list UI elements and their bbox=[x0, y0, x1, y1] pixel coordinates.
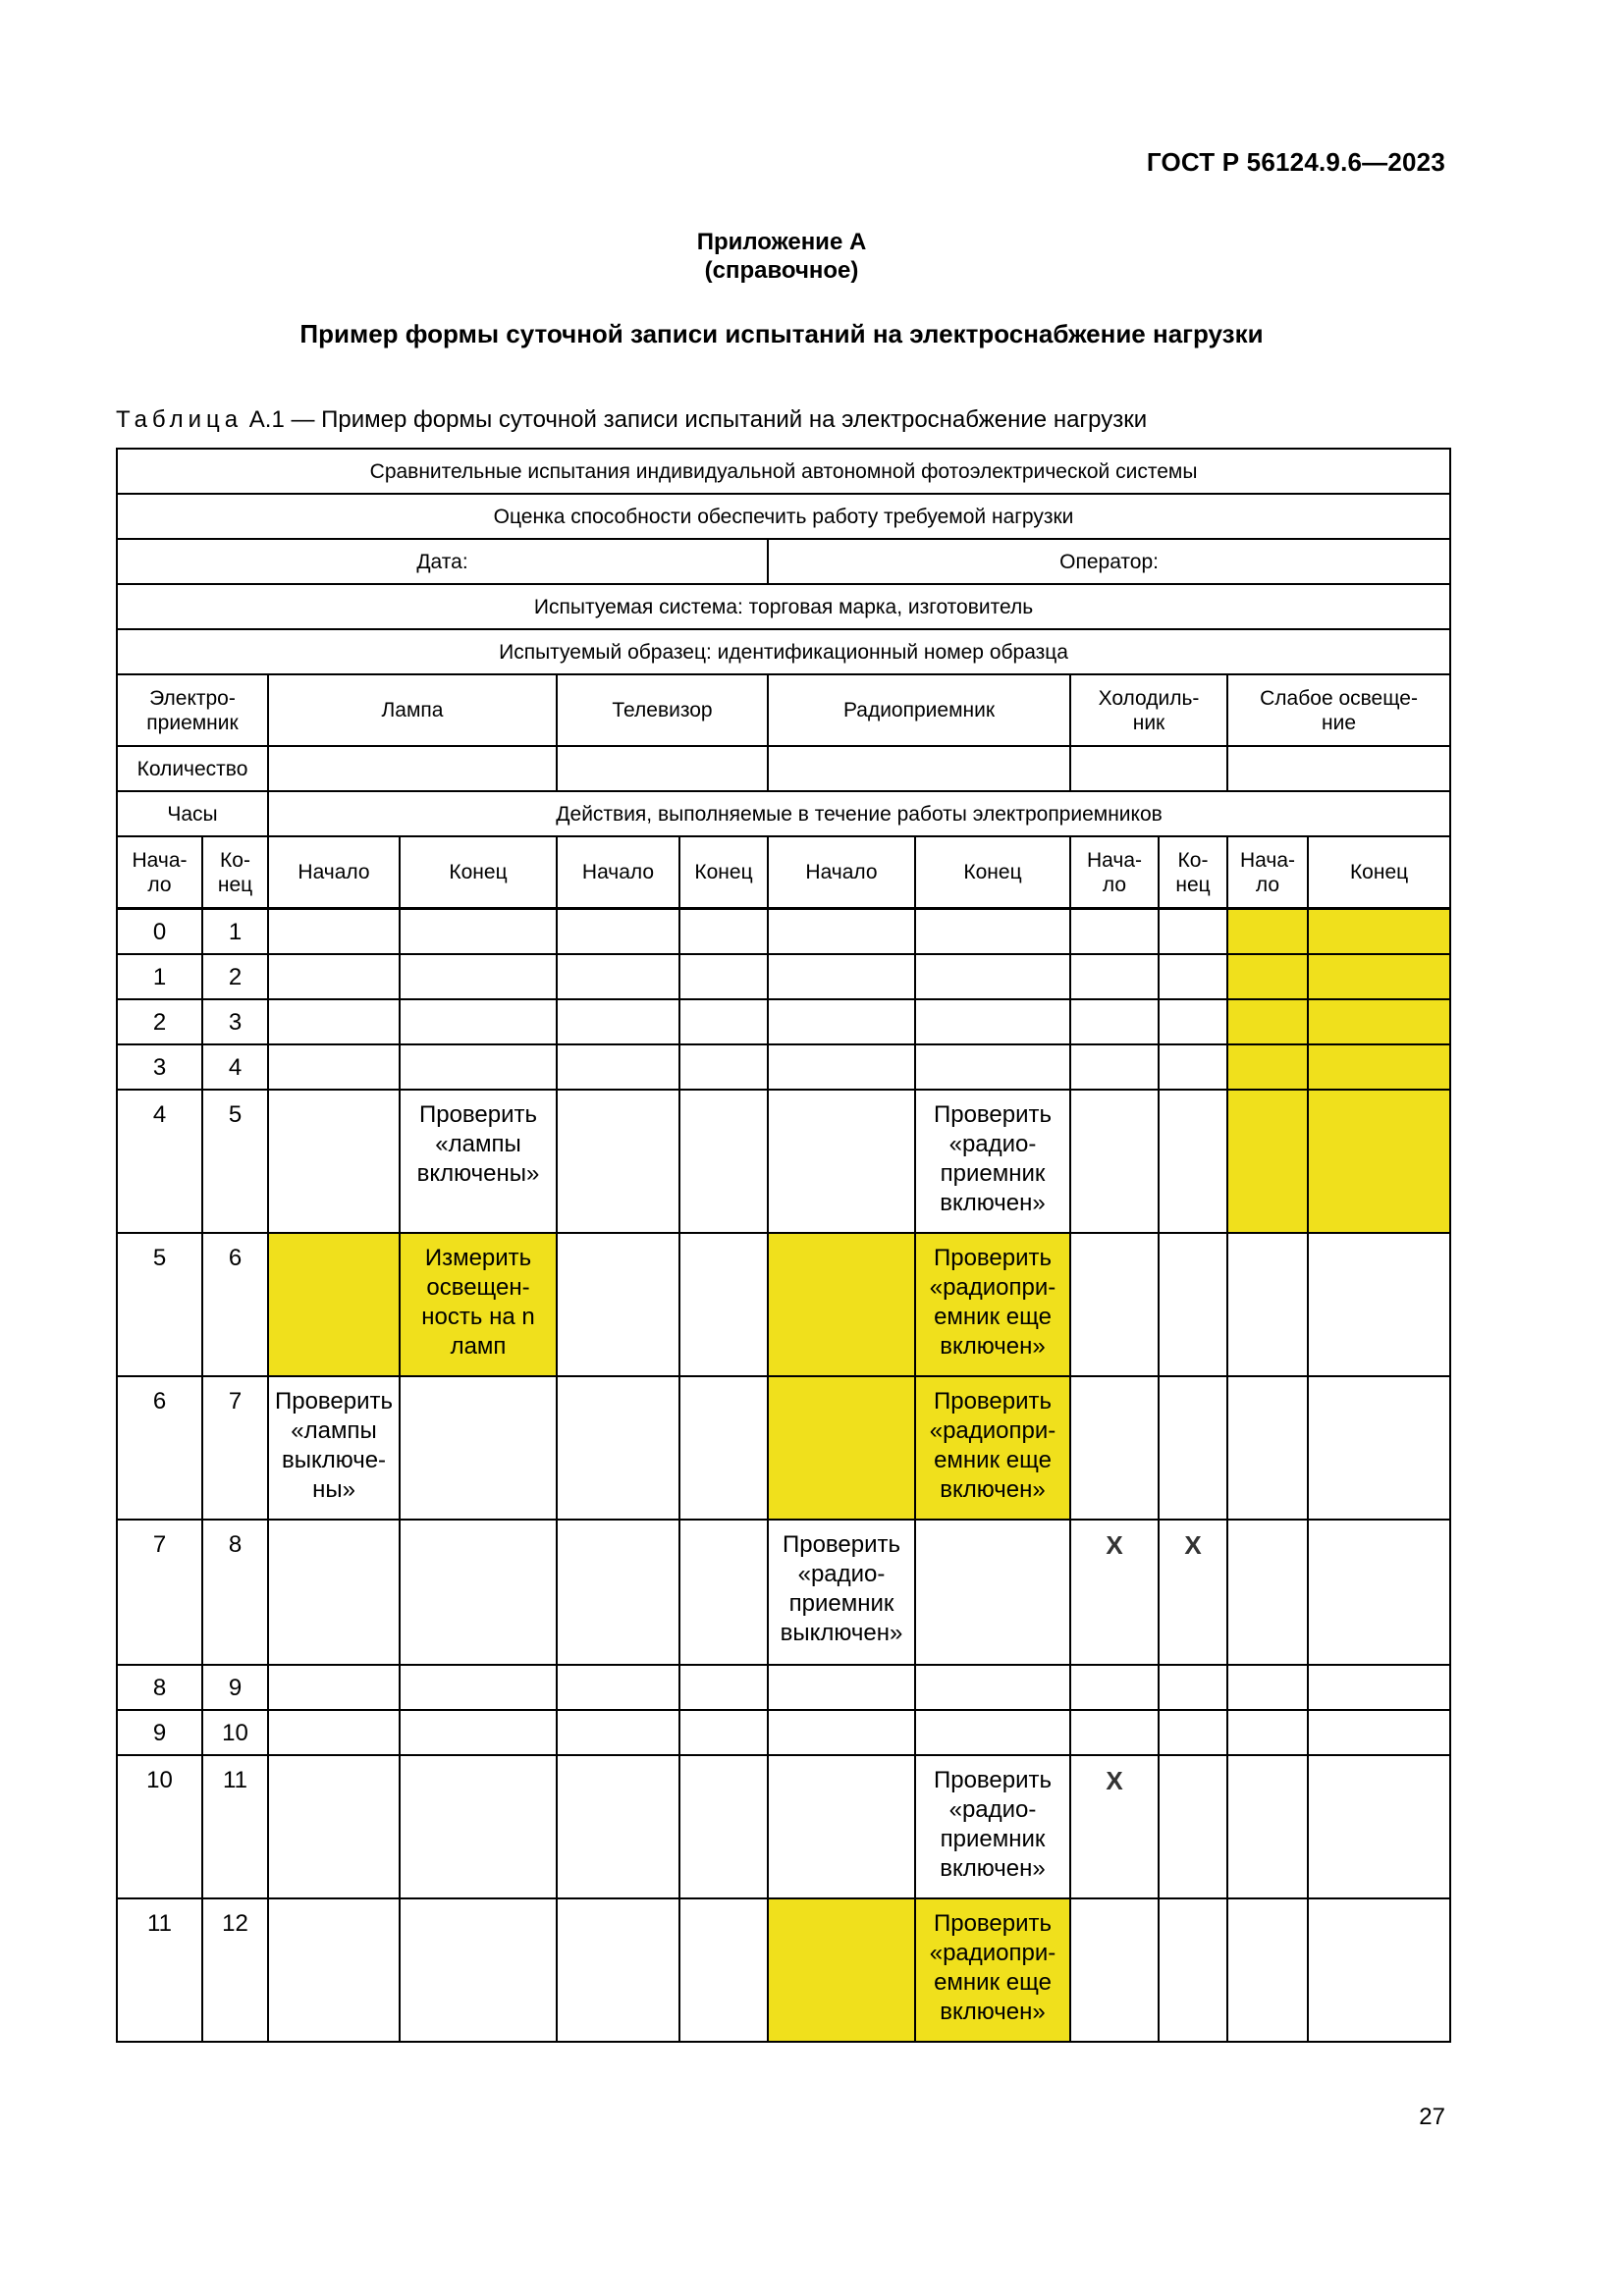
action-cell[interactable]: Проверить «радио- приемник включен» bbox=[915, 1755, 1070, 1898]
table-row bbox=[117, 494, 1450, 539]
comparative-tests-title: Сравнительные испытания индивидуальной автономной фотоэлектрической системы bbox=[117, 449, 1450, 494]
action-cell[interactable] bbox=[400, 1520, 557, 1665]
action-cell[interactable] bbox=[1159, 999, 1227, 1044]
column-header: Конец bbox=[679, 836, 768, 909]
quantity-cell[interactable] bbox=[557, 746, 768, 791]
action-cell[interactable] bbox=[679, 999, 768, 1044]
cross-mark-icon: X bbox=[1184, 1530, 1202, 1560]
action-cell[interactable] bbox=[557, 1520, 679, 1665]
hour-start-cell: 11 bbox=[117, 1898, 202, 2042]
table-row bbox=[117, 1376, 1450, 1520]
action-cell[interactable] bbox=[557, 999, 679, 1044]
action-cell[interactable] bbox=[915, 1520, 1070, 1665]
hour-start-cell: 8 bbox=[117, 1665, 202, 1710]
quantity-row bbox=[117, 746, 1450, 791]
action-cell[interactable] bbox=[1070, 1090, 1159, 1233]
actions-label: Действия, выполняемые в течение работы электроприемников bbox=[268, 791, 1450, 836]
table-row bbox=[117, 1233, 1450, 1376]
action-cell[interactable] bbox=[268, 1755, 400, 1898]
cross-mark-icon: X bbox=[1106, 1530, 1123, 1560]
hour-end-cell: 8 bbox=[202, 1520, 268, 1665]
document-code: ГОСТ Р 56124.9.6—2023 bbox=[1146, 147, 1445, 177]
action-cell[interactable] bbox=[768, 1755, 915, 1898]
action-cell[interactable] bbox=[679, 1376, 768, 1520]
hour-start-cell: 3 bbox=[117, 1044, 202, 1090]
action-cell[interactable]: Проверить «радио- приемник выключен» bbox=[768, 1520, 915, 1665]
action-cell[interactable] bbox=[679, 1710, 768, 1755]
action-cell[interactable] bbox=[1227, 1710, 1308, 1755]
action-cell[interactable] bbox=[1070, 1044, 1159, 1090]
action-cell[interactable] bbox=[768, 1665, 915, 1710]
action-cell[interactable] bbox=[1159, 1090, 1227, 1233]
receiver-lamp: Лампа bbox=[268, 674, 557, 746]
action-cell[interactable] bbox=[268, 1233, 400, 1376]
column-header: Конец bbox=[915, 836, 1070, 909]
action-cell[interactable] bbox=[268, 954, 400, 999]
hour-end-cell: 1 bbox=[202, 909, 268, 955]
column-header: Нача- ло bbox=[117, 836, 202, 909]
action-cell[interactable] bbox=[268, 1710, 400, 1755]
action-cell[interactable] bbox=[1308, 909, 1450, 955]
hour-start-cell: 0 bbox=[117, 909, 202, 955]
action-cell[interactable]: Проверить «радиопри- емник еще включен» bbox=[915, 1233, 1070, 1376]
receiver-radio: Радиоприемник bbox=[768, 674, 1070, 746]
action-cell[interactable] bbox=[1070, 954, 1159, 999]
action-cell[interactable] bbox=[268, 1044, 400, 1090]
quantity-cell[interactable] bbox=[1227, 746, 1450, 791]
hours-row bbox=[117, 791, 1450, 836]
table-caption-text: А.1 — Пример формы суточной записи испытаний на электроснабжение нагрузки bbox=[243, 406, 1148, 433]
action-cell[interactable] bbox=[1308, 1376, 1450, 1520]
tested-sample-field[interactable]: Испытуемый образец: идентификационный номер образца bbox=[117, 629, 1450, 674]
hour-end-cell: 7 bbox=[202, 1376, 268, 1520]
action-cell[interactable] bbox=[1227, 1665, 1308, 1710]
hour-start-cell: 4 bbox=[117, 1090, 202, 1233]
action-cell[interactable] bbox=[1159, 1233, 1227, 1376]
table-row bbox=[117, 1044, 1450, 1090]
action-cell[interactable] bbox=[1159, 1665, 1227, 1710]
action-cell[interactable] bbox=[400, 1665, 557, 1710]
action-cell[interactable] bbox=[557, 1044, 679, 1090]
action-cell[interactable] bbox=[557, 1898, 679, 2042]
appendix-heading bbox=[0, 228, 1563, 285]
table-row bbox=[117, 449, 1450, 494]
action-cell[interactable] bbox=[400, 1710, 557, 1755]
hour-end-cell: 3 bbox=[202, 999, 268, 1044]
receiver-fridge: Холодиль- ник bbox=[1070, 674, 1227, 746]
table-row bbox=[117, 954, 1450, 999]
action-cell[interactable] bbox=[400, 954, 557, 999]
action-cell[interactable] bbox=[1308, 1233, 1450, 1376]
action-cell[interactable] bbox=[1070, 909, 1159, 955]
action-cell[interactable] bbox=[768, 1044, 915, 1090]
operator-field[interactable]: Оператор: bbox=[768, 539, 1450, 584]
action-cell[interactable] bbox=[915, 909, 1070, 955]
action-cell[interactable] bbox=[1227, 1898, 1308, 2042]
action-cell[interactable] bbox=[679, 909, 768, 955]
action-cell[interactable]: Измерить освещен- ность на n ламп bbox=[400, 1233, 557, 1376]
date-field[interactable]: Дата: bbox=[117, 539, 768, 584]
hour-start-cell: 10 bbox=[117, 1755, 202, 1898]
table-row bbox=[117, 1520, 1450, 1665]
quantity-cell[interactable] bbox=[268, 746, 557, 791]
action-cell[interactable] bbox=[1159, 1044, 1227, 1090]
hours-label: Часы bbox=[117, 791, 268, 836]
hour-start-cell: 6 bbox=[117, 1376, 202, 1520]
hour-end-cell: 5 bbox=[202, 1090, 268, 1233]
table-body bbox=[117, 449, 1450, 2042]
action-cell[interactable] bbox=[557, 1090, 679, 1233]
table-row bbox=[117, 1090, 1450, 1233]
hour-end-cell: 12 bbox=[202, 1898, 268, 2042]
action-cell[interactable] bbox=[915, 1665, 1070, 1710]
hour-end-cell: 11 bbox=[202, 1755, 268, 1898]
action-cell[interactable] bbox=[268, 1520, 400, 1665]
action-cell[interactable] bbox=[400, 999, 557, 1044]
action-cell[interactable] bbox=[557, 1376, 679, 1520]
hour-end-cell: 4 bbox=[202, 1044, 268, 1090]
quantity-cell[interactable] bbox=[768, 746, 1070, 791]
column-header: Начало bbox=[768, 836, 915, 909]
action-cell[interactable]: Проверить «радиопри- емник еще включен» bbox=[915, 1898, 1070, 2042]
tested-system-field[interactable]: Испытуемая система: торговая марка, изготовитель bbox=[117, 584, 1450, 629]
hour-start-cell: 5 bbox=[117, 1233, 202, 1376]
action-cell[interactable] bbox=[768, 954, 915, 999]
action-cell[interactable] bbox=[1227, 1520, 1308, 1665]
action-cell[interactable] bbox=[400, 909, 557, 955]
hour-start-cell: 1 bbox=[117, 954, 202, 999]
action-cell[interactable] bbox=[915, 1710, 1070, 1755]
hour-start-cell: 9 bbox=[117, 1710, 202, 1755]
table-row bbox=[117, 1755, 1450, 1898]
load-evaluation-title: Оценка способности обеспечить работу требуемой нагрузки bbox=[117, 494, 1450, 539]
column-header: Ко- нец bbox=[1159, 836, 1227, 909]
hour-end-cell: 10 bbox=[202, 1710, 268, 1755]
table-row bbox=[117, 584, 1450, 629]
action-cell[interactable] bbox=[679, 1044, 768, 1090]
hour-end-cell: 6 bbox=[202, 1233, 268, 1376]
action-cell[interactable] bbox=[400, 1898, 557, 2042]
column-header-row bbox=[117, 836, 1450, 909]
action-cell[interactable] bbox=[768, 1090, 915, 1233]
action-cell[interactable] bbox=[768, 999, 915, 1044]
column-header: Нача- ло bbox=[1227, 836, 1308, 909]
cross-mark-icon: X bbox=[1106, 1766, 1123, 1795]
table-row bbox=[117, 1665, 1450, 1710]
column-header: Конец bbox=[400, 836, 557, 909]
action-cell[interactable] bbox=[1227, 1755, 1308, 1898]
quantity-label: Количество bbox=[117, 746, 268, 791]
action-cell[interactable] bbox=[268, 1090, 400, 1233]
table-row bbox=[117, 1710, 1450, 1755]
daily-test-record-table bbox=[116, 448, 1451, 2043]
action-cell[interactable] bbox=[679, 954, 768, 999]
action-cell[interactable] bbox=[1227, 1233, 1308, 1376]
table-caption-prefix: Таблица bbox=[116, 406, 244, 433]
action-cell[interactable] bbox=[1308, 1090, 1450, 1233]
action-cell[interactable] bbox=[1159, 954, 1227, 999]
action-cell[interactable] bbox=[768, 909, 915, 955]
action-cell[interactable] bbox=[1159, 1710, 1227, 1755]
action-cell[interactable] bbox=[1070, 999, 1159, 1044]
action-cell[interactable] bbox=[679, 1665, 768, 1710]
action-cell[interactable] bbox=[1070, 1376, 1159, 1520]
action-cell[interactable] bbox=[1159, 1755, 1227, 1898]
action-cell[interactable] bbox=[557, 909, 679, 955]
column-header: Ко- нец bbox=[202, 836, 268, 909]
receiver-low-light: Слабое освеще- ние bbox=[1227, 674, 1450, 746]
action-cell[interactable] bbox=[768, 1233, 915, 1376]
action-cell[interactable] bbox=[1070, 1520, 1159, 1665]
action-cell[interactable] bbox=[1308, 1755, 1450, 1898]
action-cell[interactable] bbox=[557, 1233, 679, 1376]
action-cell[interactable] bbox=[1308, 1520, 1450, 1665]
hour-end-cell: 2 bbox=[202, 954, 268, 999]
action-cell[interactable] bbox=[1070, 1755, 1159, 1898]
action-cell[interactable] bbox=[557, 1710, 679, 1755]
quantity-cell[interactable] bbox=[1070, 746, 1227, 791]
receiver-tv: Телевизор bbox=[557, 674, 768, 746]
hour-start-cell: 7 bbox=[117, 1520, 202, 1665]
action-cell[interactable] bbox=[268, 999, 400, 1044]
column-header: Нача- ло bbox=[1070, 836, 1159, 909]
action-cell[interactable] bbox=[1159, 909, 1227, 955]
action-cell[interactable] bbox=[1308, 1044, 1450, 1090]
action-cell[interactable] bbox=[679, 1520, 768, 1665]
action-cell[interactable] bbox=[557, 1755, 679, 1898]
action-cell[interactable] bbox=[400, 1376, 557, 1520]
action-cell[interactable] bbox=[915, 999, 1070, 1044]
action-cell[interactable] bbox=[679, 1755, 768, 1898]
action-cell[interactable] bbox=[679, 1233, 768, 1376]
table-caption bbox=[116, 406, 1147, 434]
receivers-label: Электро- приемник bbox=[117, 674, 268, 746]
action-cell[interactable] bbox=[679, 1898, 768, 2042]
action-cell[interactable] bbox=[557, 954, 679, 999]
hour-end-cell: 9 bbox=[202, 1665, 268, 1710]
action-cell[interactable] bbox=[1227, 1376, 1308, 1520]
action-cell[interactable] bbox=[1159, 1376, 1227, 1520]
column-header: Начало bbox=[557, 836, 679, 909]
appendix-type: (справочное) bbox=[704, 257, 859, 284]
action-cell[interactable] bbox=[1070, 1233, 1159, 1376]
appendix-title: Приложение А bbox=[696, 229, 867, 255]
action-cell[interactable] bbox=[268, 1898, 400, 2042]
action-cell[interactable] bbox=[1308, 999, 1450, 1044]
action-cell[interactable] bbox=[1227, 909, 1308, 955]
table-row bbox=[117, 629, 1450, 674]
action-cell[interactable] bbox=[557, 1665, 679, 1710]
action-cell[interactable] bbox=[268, 1665, 400, 1710]
page-title: Пример формы суточной записи испытаний на электроснабжение нагрузки bbox=[299, 319, 1264, 348]
action-cell[interactable] bbox=[768, 1376, 915, 1520]
action-cell[interactable] bbox=[1159, 1898, 1227, 2042]
action-cell[interactable] bbox=[768, 1898, 915, 2042]
action-cell[interactable] bbox=[400, 1755, 557, 1898]
action-cell[interactable] bbox=[915, 1044, 1070, 1090]
table-row bbox=[117, 909, 1450, 955]
action-cell[interactable]: Проверить «радио- приемник включен» bbox=[915, 1090, 1070, 1233]
action-cell[interactable] bbox=[915, 954, 1070, 999]
action-cell[interactable] bbox=[1227, 1044, 1308, 1090]
action-cell[interactable] bbox=[679, 1090, 768, 1233]
hour-start-cell: 2 bbox=[117, 999, 202, 1044]
action-cell[interactable] bbox=[1308, 1710, 1450, 1755]
action-cell[interactable]: Проверить «радиопри- емник еще включен» bbox=[915, 1376, 1070, 1520]
action-cell[interactable] bbox=[1070, 1710, 1159, 1755]
action-cell[interactable] bbox=[1227, 954, 1308, 999]
action-cell[interactable] bbox=[1308, 954, 1450, 999]
table-row bbox=[117, 999, 1450, 1044]
table-row bbox=[117, 539, 1450, 584]
table-row bbox=[117, 1898, 1450, 2042]
column-header: Начало bbox=[268, 836, 400, 909]
action-cell[interactable] bbox=[1070, 1665, 1159, 1710]
column-header: Конец bbox=[1308, 836, 1450, 909]
action-cell[interactable] bbox=[1070, 1898, 1159, 2042]
action-cell[interactable]: Проверить «лампы включены» bbox=[400, 1090, 557, 1233]
action-cell[interactable] bbox=[768, 1710, 915, 1755]
action-cell[interactable] bbox=[268, 909, 400, 955]
receivers-row bbox=[117, 674, 1450, 746]
action-cell[interactable] bbox=[400, 1044, 557, 1090]
action-cell[interactable] bbox=[1308, 1665, 1450, 1710]
page-number: 27 bbox=[1419, 2104, 1445, 2130]
action-cell[interactable] bbox=[1227, 1090, 1308, 1233]
action-cell[interactable] bbox=[1159, 1520, 1227, 1665]
action-cell[interactable] bbox=[1227, 999, 1308, 1044]
action-cell[interactable] bbox=[1308, 1898, 1450, 2042]
action-cell[interactable]: Проверить «лампы выключе- ны» bbox=[268, 1376, 400, 1520]
